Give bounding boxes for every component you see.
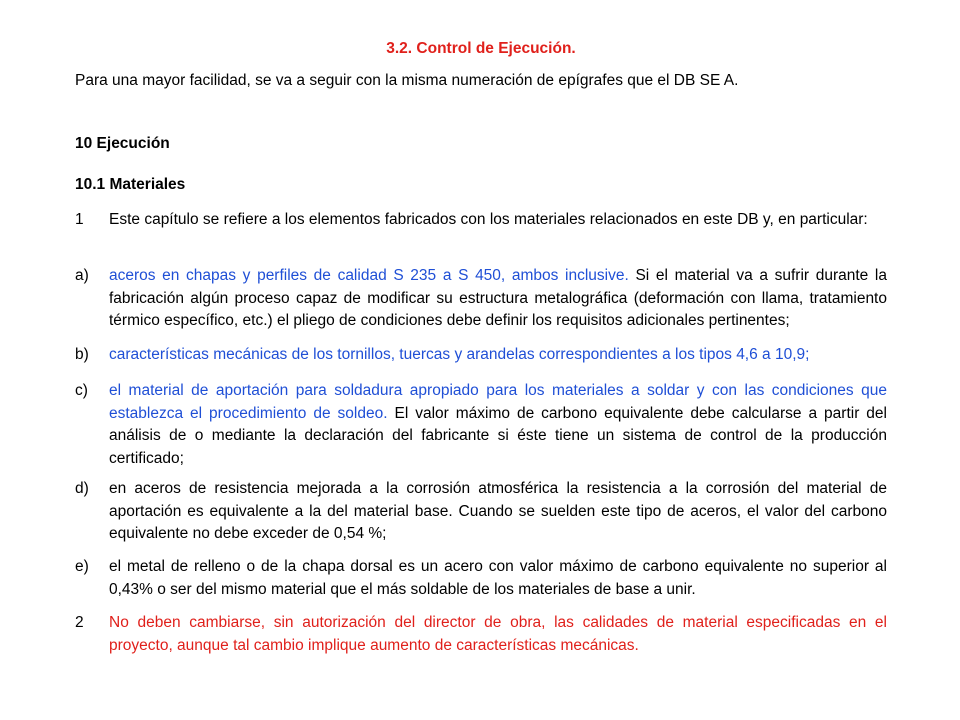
- heading-ejecucion: 10 Ejecución: [75, 135, 170, 152]
- list-marker: 2: [75, 614, 84, 631]
- heading-materiales: 10.1 Materiales: [75, 176, 186, 193]
- list-item-e: [75, 556, 887, 601]
- list-item-text: [109, 209, 887, 232]
- item-text: Si el material va a sufrir durante la fabricación algún proceso capaz de modificar su estructura metalográfica (deformación con llama, tratamiento térmico específico, etc.) el pliego de condiciones debe definir los requisitos adicionales pertinentes;: [109, 267, 887, 329]
- list-marker: b): [75, 346, 89, 363]
- list-item-1: [75, 209, 887, 232]
- list-marker: d): [75, 480, 89, 497]
- item-text: el metal de relleno o de la chapa dorsal es un acero con valor máximo de carbono equivalente no superior al 0,43% o ser del mismo material que el más soldable de los materiales de base a unir.: [109, 558, 887, 598]
- item-text: El valor máximo de carbono equivalente debe calcularse a partir del análisis de o mediante la declaración del fabricante si éste tiene un sistema de control de la producción certificado;: [109, 404, 887, 467]
- list-item-text: [109, 344, 887, 367]
- list-item-text: [109, 612, 887, 657]
- list-marker: e): [75, 558, 89, 575]
- item-text-red: No deben cambiarse, sin autorización del director de obra, las calidades de material especificadas en el proyecto, aunque tal cambio implique aumento de características mecánicas.: [109, 614, 887, 654]
- list-item-d: [75, 478, 887, 546]
- document-page: [75, 0, 887, 720]
- list-item-text: [109, 265, 887, 333]
- list-item-text: [109, 380, 887, 470]
- item-text: en aceros de resistencia mejorada a la corrosión atmosférica la resistencia a la corrosión del material de aportación es equivalente a la del material base. Cuando se suelden este tipo de aceros, el valor del carbono equivalente no debe exceder de 0,54 %;: [109, 480, 887, 542]
- section-title: 3.2. Control de Ejecución.: [386, 40, 576, 57]
- list-item-a: [75, 265, 887, 333]
- list-marker: 1: [75, 211, 84, 228]
- item-text: Este capítulo se refiere a los elementos fabricados con los materiales relacionados en este DB y, en particular:: [109, 211, 868, 228]
- list-marker: c): [75, 382, 88, 399]
- list-marker: a): [75, 267, 89, 284]
- item-text-blue: el material de aportación para soldadura apropiado para los materiales a soldar y con las condiciones que establezca el procedimiento de soldeo.: [109, 382, 887, 422]
- list-item-2: [75, 612, 887, 657]
- list-item-c: [75, 380, 887, 470]
- intro-paragraph: Para una mayor facilidad, se va a seguir con la misma numeración de epígrafes que el DB SE A.: [75, 72, 739, 89]
- item-text-blue: aceros en chapas y perfiles de calidad S 235 a S 450, ambos inclusive.: [109, 267, 629, 284]
- list-item-b: [75, 344, 887, 367]
- list-item-text: [109, 556, 887, 601]
- list-item-text: [109, 478, 887, 546]
- item-text-blue: características mecánicas de los tornillos, tuercas y arandelas correspondientes a los tipos 4,6 a 10,9;: [109, 346, 810, 363]
